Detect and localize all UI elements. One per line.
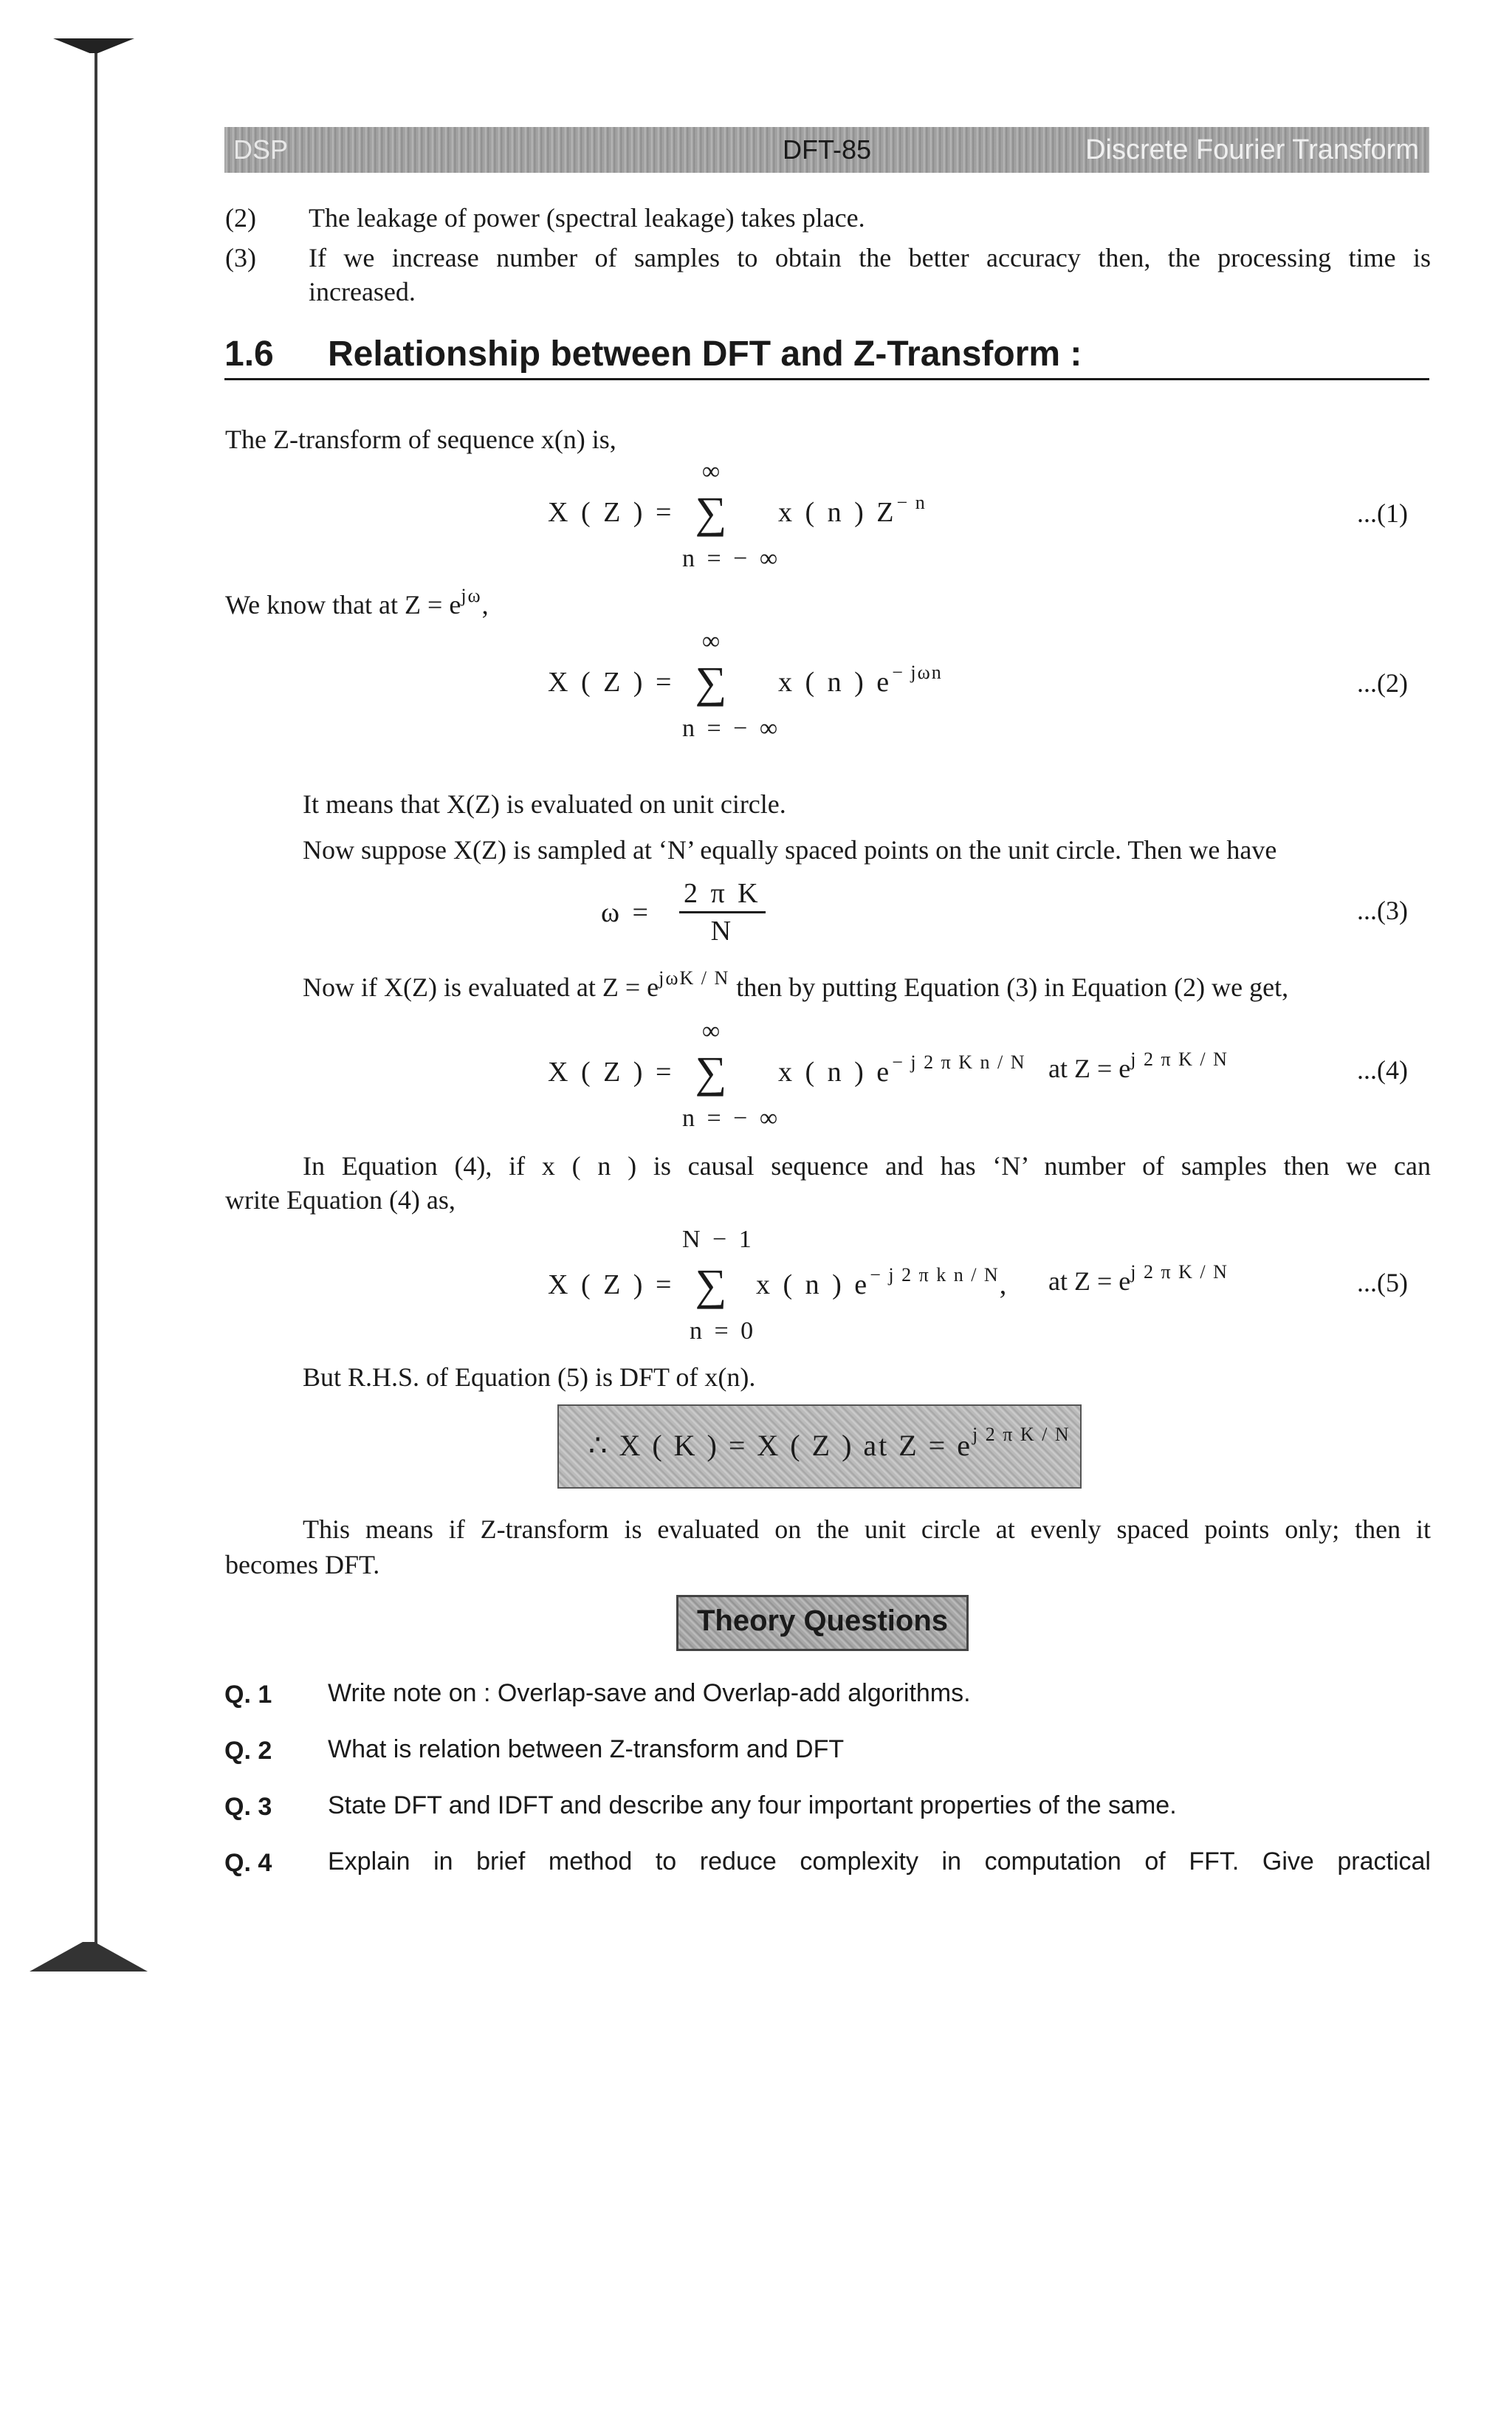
section-rule [224,378,1429,380]
item-number: (2) [225,203,256,233]
paragraph-exponent: jωK / N [659,967,730,989]
equation-exponent: − jωn [892,662,943,683]
binding-mark-top [53,38,134,53]
theory-questions-heading [676,1595,969,1651]
paragraph-punct: , [481,590,489,620]
equation-lhs: X ( Z ) = [548,1269,675,1300]
question-label: Q. 2 [224,1737,272,1765]
equation-lhs: X ( Z ) = [548,497,675,528]
equation-exponent: − j 2 π k n / N [870,1264,1000,1286]
question-text: State DFT and IDFT and describe any four important properties of the same. [328,1791,1177,1819]
paragraph-continued: becomes DFT. [225,1550,380,1579]
sum-lower-limit: n = − ∞ [682,1105,781,1132]
paragraph: In Equation (4), if x ( n ) is causal sequence and has ‘N’ number of samples then we can [303,1151,1431,1181]
equation-condition: at Z = e [1048,1266,1131,1296]
paragraph: We know that at Z = e [225,590,461,620]
item-text: The leakage of power (spectral leakage) takes place. [309,203,865,233]
equation-number: ...(3) [1357,896,1408,925]
fraction-denominator: N [710,916,735,947]
sum-upper-limit: ∞ [701,628,724,655]
sigma-symbol: ∑ [695,658,730,707]
sum-lower-limit: n = − ∞ [682,545,781,572]
question-label: Q. 3 [224,1793,272,1821]
equation-exponent: − n [896,492,927,513]
page-header [224,127,1429,173]
equation-body: x ( n ) Z [778,497,897,528]
item-text: If we increase number of samples to obtain the better accuracy then, the processing time is [309,243,1431,272]
section-number: 1.6 [224,334,274,374]
header-page-number: DFT-85 [782,134,872,165]
header-chapter: Discrete Fourier Transform [1085,134,1419,165]
paragraph-continued: write Equation (4) as, [225,1185,456,1215]
item-text-continued: increased. [309,277,416,306]
paragraph: This means if Z-transform is evaluated on the unit circle at evenly spaced points only; then it [303,1514,1431,1544]
sum-upper-limit: ∞ [701,1018,724,1045]
paragraph: But R.H.S. of Equation (5) is DFT of x(n). [303,1362,756,1392]
sum-upper-limit: N − 1 [682,1226,755,1253]
condition-exponent: j 2 π K / N [1130,1049,1228,1070]
question-label: Q. 1 [224,1681,272,1709]
paragraph: Now suppose X(Z) is sampled at ‘N’ equally spaced points on the unit circle. Then we have [303,835,1277,865]
sigma-symbol: ∑ [695,488,730,537]
paragraph-continued: then by putting Equation (3) in Equation (2) we get, [729,972,1289,1002]
theory-questions-title: Theory Questions [696,1605,949,1637]
paragraph-exponent: jω [461,585,482,606]
paragraph: The Z-transform of sequence x(n) is, [225,425,616,454]
equation-body: x ( n ) e [778,667,893,698]
sigma-symbol: ∑ [695,1048,730,1097]
sigma-symbol: ∑ [695,1260,730,1309]
equation-body: x ( n ) e [756,1269,870,1300]
equation-lhs: X ( Z ) = [548,1057,675,1088]
question-text: What is relation between Z-transform and DFT [328,1735,845,1763]
condition-exponent: j 2 π K / N [1130,1261,1228,1283]
equation-lhs: ω = [601,897,651,928]
equation-number: ...(4) [1357,1055,1408,1085]
result-box [557,1404,1082,1489]
item-number: (3) [225,243,256,272]
equation-condition: at Z = e [1048,1054,1131,1083]
sum-lower-limit: n = − ∞ [682,715,781,742]
equation-number: ...(5) [1357,1268,1408,1297]
binding-mark-bottom [30,1942,148,1972]
question-text: Write note on : Overlap-save and Overlap-add algorithms. [328,1679,971,1707]
question-text: Explain in brief method to reduce complexity in computation of FFT. Give practical [328,1847,1431,1876]
paragraph: It means that X(Z) is evaluated on unit circle. [303,789,786,819]
fraction-numerator: 2 π K [679,877,766,913]
paragraph: Now if X(Z) is evaluated at Z = e [303,972,659,1002]
header-subject: DSP [233,134,289,165]
result-text: ∴ X ( K ) = X ( Z ) at Z = e [588,1429,972,1462]
equation-exponent: − j 2 π K n / N [892,1051,1026,1073]
equation-lhs: X ( Z ) = [548,667,675,698]
sum-upper-limit: ∞ [701,458,724,485]
equation-punct: , [999,1269,1010,1300]
result-exponent: j 2 π K / N [972,1424,1071,1445]
equation-body: x ( n ) e [778,1057,893,1088]
sum-lower-limit: n = 0 [690,1317,757,1345]
binding-line [94,44,97,1949]
equation-number: ...(1) [1357,498,1408,528]
equation-number: ...(2) [1357,668,1408,698]
fraction [679,877,766,947]
question-label: Q. 4 [224,1849,272,1877]
section-title: Relationship between DFT and Z-Transform : [328,334,1082,374]
